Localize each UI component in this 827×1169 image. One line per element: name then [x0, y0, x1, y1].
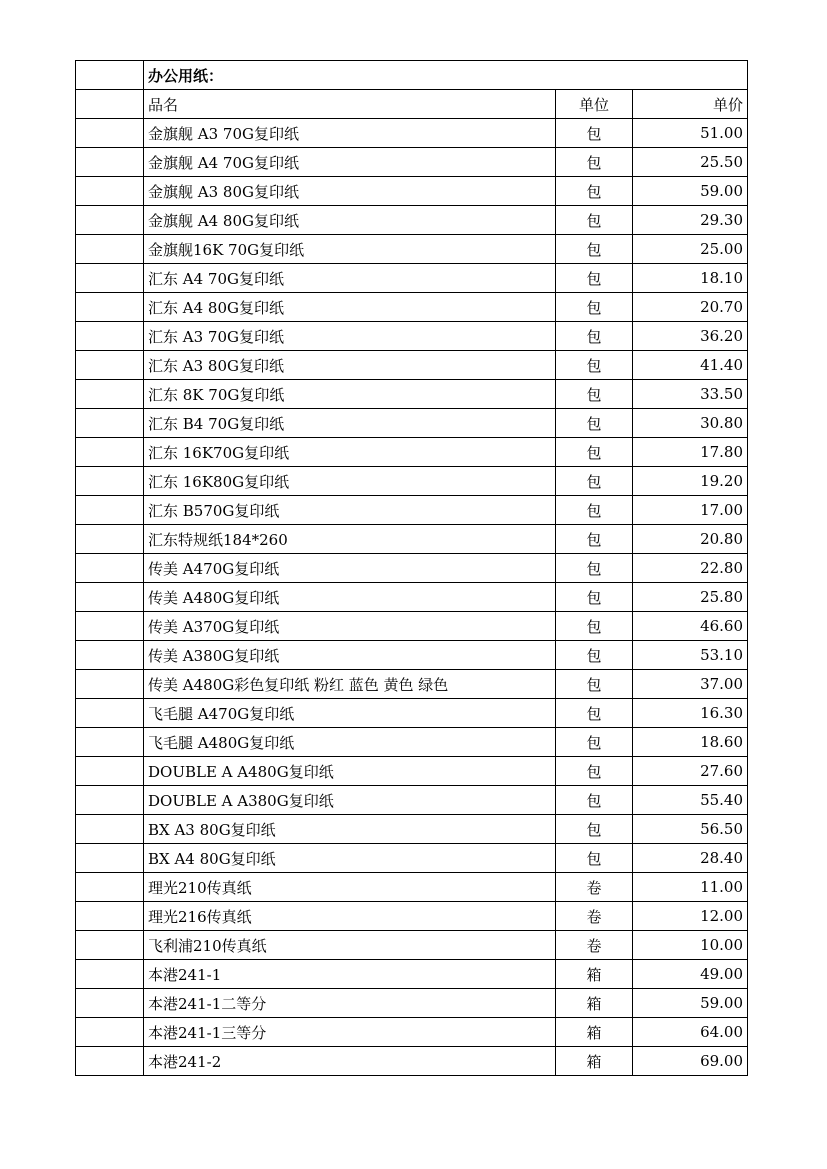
- product-unit: 包: [556, 206, 633, 235]
- table-row: [76, 351, 748, 380]
- table-row: [76, 815, 748, 844]
- product-unit: 包: [556, 177, 633, 206]
- blank-cell: [76, 380, 144, 409]
- table-row: [76, 235, 748, 264]
- table-row: [76, 496, 748, 525]
- blank-cell: [76, 322, 144, 351]
- blank-cell: [76, 844, 144, 873]
- product-name: 汇东 8K 70G复印纸: [144, 380, 556, 409]
- product-name: 汇东 16K80G复印纸: [144, 467, 556, 496]
- table-row: [76, 148, 748, 177]
- blank-cell: [76, 728, 144, 757]
- product-unit: 箱: [556, 1018, 633, 1047]
- product-price: 17.00: [633, 496, 748, 525]
- product-unit: 箱: [556, 960, 633, 989]
- product-unit: 包: [556, 322, 633, 351]
- product-price: 12.00: [633, 902, 748, 931]
- product-name: 传美 A470G复印纸: [144, 554, 556, 583]
- table-row: [76, 467, 748, 496]
- blank-cell: [76, 815, 144, 844]
- blank-cell: [76, 554, 144, 583]
- product-unit: 包: [556, 409, 633, 438]
- product-unit: 包: [556, 844, 633, 873]
- table-row: [76, 641, 748, 670]
- product-price: 69.00: [633, 1047, 748, 1076]
- blank-cell: [76, 757, 144, 786]
- product-name: DOUBLE A A480G复印纸: [144, 757, 556, 786]
- header-unit: 单位: [556, 90, 633, 119]
- table-row: [76, 583, 748, 612]
- product-unit: 包: [556, 351, 633, 380]
- product-price: 25.80: [633, 583, 748, 612]
- blank-cell: [76, 670, 144, 699]
- product-name: 传美 A380G复印纸: [144, 641, 556, 670]
- blank-cell: [76, 1047, 144, 1076]
- header-name: 品名: [144, 90, 556, 119]
- product-name: BX A4 80G复印纸: [144, 844, 556, 873]
- product-name: 本港241-2: [144, 1047, 556, 1076]
- product-name: 汇东 A3 70G复印纸: [144, 322, 556, 351]
- product-price: 18.10: [633, 264, 748, 293]
- product-price: 55.40: [633, 786, 748, 815]
- table-row: [76, 438, 748, 467]
- blank-cell: [76, 235, 144, 264]
- blank-cell: [76, 583, 144, 612]
- product-unit: 卷: [556, 931, 633, 960]
- product-name: 汇东 A3 80G复印纸: [144, 351, 556, 380]
- product-unit: 包: [556, 119, 633, 148]
- product-price: 11.00: [633, 873, 748, 902]
- table-row: [76, 960, 748, 989]
- product-name: 本港241-1二等分: [144, 989, 556, 1018]
- product-name: 理光216传真纸: [144, 902, 556, 931]
- table-row: [76, 844, 748, 873]
- product-price: 64.00: [633, 1018, 748, 1047]
- product-unit: 包: [556, 612, 633, 641]
- table-row: [76, 757, 748, 786]
- table-row: [76, 554, 748, 583]
- product-price: 56.50: [633, 815, 748, 844]
- product-price: 53.10: [633, 641, 748, 670]
- product-price: 27.60: [633, 757, 748, 786]
- product-unit: 包: [556, 438, 633, 467]
- product-name: 本港241-1三等分: [144, 1018, 556, 1047]
- product-price: 19.20: [633, 467, 748, 496]
- product-name: DOUBLE A A380G复印纸: [144, 786, 556, 815]
- product-unit: 包: [556, 148, 633, 177]
- product-price: 20.70: [633, 293, 748, 322]
- blank-cell: [76, 525, 144, 554]
- product-name: 汇东 16K70G复印纸: [144, 438, 556, 467]
- product-name: 汇东 B4 70G复印纸: [144, 409, 556, 438]
- table-row: [76, 902, 748, 931]
- table-row: [76, 728, 748, 757]
- table-row: [76, 786, 748, 815]
- product-name: 汇东 A4 70G复印纸: [144, 264, 556, 293]
- product-name: 金旗舰 A3 70G复印纸: [144, 119, 556, 148]
- blank-cell: [76, 177, 144, 206]
- product-name: 本港241-1: [144, 960, 556, 989]
- blank-cell: [76, 1018, 144, 1047]
- blank-cell: [76, 148, 144, 177]
- table-row: [76, 206, 748, 235]
- product-unit: 包: [556, 496, 633, 525]
- product-price: 28.40: [633, 844, 748, 873]
- blank-cell: [76, 206, 144, 235]
- table-row: [76, 177, 748, 206]
- blank-cell: [76, 90, 144, 119]
- table-row: [76, 873, 748, 902]
- product-unit: 包: [556, 264, 633, 293]
- product-unit: 包: [556, 728, 633, 757]
- product-unit: 包: [556, 583, 633, 612]
- product-name: 金旗舰 A4 80G复印纸: [144, 206, 556, 235]
- blank-cell: [76, 438, 144, 467]
- product-price: 41.40: [633, 351, 748, 380]
- product-unit: 箱: [556, 989, 633, 1018]
- table-row: [76, 409, 748, 438]
- product-name: 汇东 B570G复印纸: [144, 496, 556, 525]
- product-price: 59.00: [633, 177, 748, 206]
- product-unit: 包: [556, 670, 633, 699]
- table-row: [76, 699, 748, 728]
- product-name: 传美 A480G彩色复印纸 粉红 蓝色 黄色 绿色: [144, 670, 556, 699]
- blank-cell: [76, 293, 144, 322]
- product-unit: 包: [556, 786, 633, 815]
- product-price: 16.30: [633, 699, 748, 728]
- table-row: [76, 322, 748, 351]
- product-unit: 包: [556, 554, 633, 583]
- blank-cell: [76, 931, 144, 960]
- product-name: 飞毛腿 A470G复印纸: [144, 699, 556, 728]
- product-unit: 包: [556, 815, 633, 844]
- blank-cell: [76, 960, 144, 989]
- table-row: [76, 670, 748, 699]
- product-price: 18.60: [633, 728, 748, 757]
- product-price: 46.60: [633, 612, 748, 641]
- blank-cell: [76, 409, 144, 438]
- header-price: 单价: [633, 90, 748, 119]
- table-row: [76, 1047, 748, 1076]
- product-unit: 包: [556, 757, 633, 786]
- table-row: [76, 931, 748, 960]
- blank-cell: [76, 786, 144, 815]
- price-table: [75, 60, 748, 1076]
- header-row: [76, 90, 748, 119]
- product-price: 25.00: [633, 235, 748, 264]
- product-price: 17.80: [633, 438, 748, 467]
- section-row: [76, 61, 748, 90]
- table-row: [76, 525, 748, 554]
- product-unit: 包: [556, 699, 633, 728]
- table-row: [76, 264, 748, 293]
- product-price: 22.80: [633, 554, 748, 583]
- product-price: 59.00: [633, 989, 748, 1018]
- product-name: 理光210传真纸: [144, 873, 556, 902]
- product-price: 49.00: [633, 960, 748, 989]
- product-price: 10.00: [633, 931, 748, 960]
- product-name: BX A3 80G复印纸: [144, 815, 556, 844]
- blank-cell: [76, 641, 144, 670]
- table-row: [76, 380, 748, 409]
- product-name: 金旗舰 A4 70G复印纸: [144, 148, 556, 177]
- table-row: [76, 119, 748, 148]
- blank-cell: [76, 61, 144, 90]
- product-name: 飞利浦210传真纸: [144, 931, 556, 960]
- product-unit: 包: [556, 293, 633, 322]
- blank-cell: [76, 264, 144, 293]
- product-price: 20.80: [633, 525, 748, 554]
- product-price: 36.20: [633, 322, 748, 351]
- product-unit: 包: [556, 235, 633, 264]
- product-price: 29.30: [633, 206, 748, 235]
- table-row: [76, 612, 748, 641]
- product-name: 传美 A370G复印纸: [144, 612, 556, 641]
- blank-cell: [76, 612, 144, 641]
- table-row: [76, 293, 748, 322]
- product-price: 51.00: [633, 119, 748, 148]
- blank-cell: [76, 873, 144, 902]
- product-unit: 卷: [556, 873, 633, 902]
- product-unit: 包: [556, 525, 633, 554]
- product-unit: 包: [556, 467, 633, 496]
- product-name: 金旗舰 A3 80G复印纸: [144, 177, 556, 206]
- table-row: [76, 1018, 748, 1047]
- blank-cell: [76, 351, 144, 380]
- product-name: 汇东 A4 80G复印纸: [144, 293, 556, 322]
- product-price: 25.50: [633, 148, 748, 177]
- section-title: 办公用纸：: [144, 61, 748, 90]
- product-name: 飞毛腿 A480G复印纸: [144, 728, 556, 757]
- product-price: 37.00: [633, 670, 748, 699]
- product-name: 汇东特规纸184*260: [144, 525, 556, 554]
- product-price: 30.80: [633, 409, 748, 438]
- product-name: 金旗舰16K 70G复印纸: [144, 235, 556, 264]
- product-price: 33.50: [633, 380, 748, 409]
- table-row: [76, 989, 748, 1018]
- blank-cell: [76, 467, 144, 496]
- blank-cell: [76, 496, 144, 525]
- blank-cell: [76, 699, 144, 728]
- blank-cell: [76, 989, 144, 1018]
- product-unit: 包: [556, 641, 633, 670]
- product-name: 传美 A480G复印纸: [144, 583, 556, 612]
- product-unit: 卷: [556, 902, 633, 931]
- blank-cell: [76, 119, 144, 148]
- product-unit: 箱: [556, 1047, 633, 1076]
- blank-cell: [76, 902, 144, 931]
- product-unit: 包: [556, 380, 633, 409]
